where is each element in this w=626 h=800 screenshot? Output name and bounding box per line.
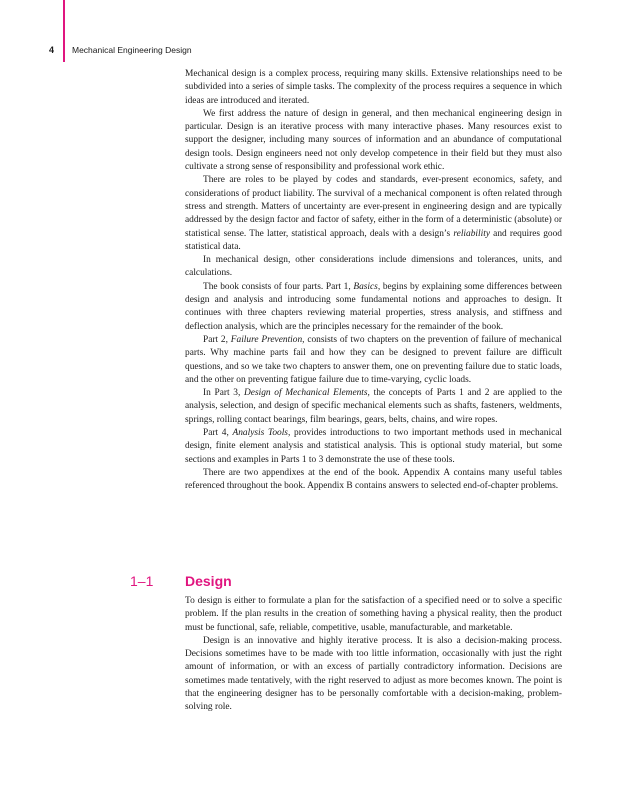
- emphasis: Design of Mechanical Elements,: [244, 388, 370, 399]
- running-title: Mechanical Engineering Design: [72, 45, 192, 55]
- emphasis: reliability: [453, 228, 490, 239]
- page-number: 4: [48, 45, 54, 55]
- section-number: 1–1: [130, 573, 154, 589]
- emphasis: Failure Prevention,: [230, 334, 305, 345]
- paragraph: Design is an innovative and highly iterative process. It is also a decision-making process. Decisions sometimes have to be made with too little information, occasionally with just the right amount of information, or with an excess of partially contradictory information. Decisions are sometimes made tentatively, with the right reserved to adjust as more becomes known. The point is that the engineering designer has to be personally comfortable with a decision-making, problem-solving role.: [185, 635, 562, 713]
- paragraph: [185, 427, 562, 467]
- paragraph: There are two appendixes at the end of the book. Appendix A contains many useful tables referenced throughout the book. Appendix B contains answers to selected end-of-chapter problems.: [185, 467, 562, 492]
- emphasis: Analysis Tools,: [232, 428, 291, 439]
- paragraph: We first address the nature of design in general, and then mechanical engineering design in particular. Design is an iterative process with many interactive phases. Many resources exist to support the designer, including many sources of information and an abundance of computational design tools. Design engineers need not only develop competence in their field but they must also cultivate a strong sense of responsibility and professional work ethic.: [185, 108, 562, 173]
- paragraph: Mechanical design is a complex process, requiring many skills. Extensive relationships need to be subdivided into a series of simple tasks. The complexity of the process requires a sequence in which ideas are introduced and iterated.: [185, 69, 562, 106]
- section-text: [185, 595, 562, 715]
- paragraph: [185, 174, 562, 254]
- emphasis: Basics,: [353, 281, 381, 292]
- text-run: begins by explaining some differences between design and analysis and introducing some fundamental notions and approaches to design. It continues with three chapters reviewing material properties, stress analysis, and stiffness and deflection analysis, which are the principles necessary for the remainder of the book.: [185, 281, 562, 332]
- intro-text: [185, 68, 562, 494]
- text-run: In Part 3,: [203, 388, 245, 399]
- text-run: and requires good statistical data.: [185, 228, 562, 252]
- section-title: Design: [185, 573, 232, 589]
- paragraph: To design is either to formulate a plan for the satisfaction of a specified need or to solve a specific problem. If the plan results in the creation of something having a physical reality, then the product must be functional, safe, reliable, competitive, usable, manufacturable, and marketable.: [185, 596, 562, 633]
- text-run: The book consists of four parts. Part 1,: [203, 281, 354, 292]
- paragraph: [185, 387, 562, 427]
- margin-rule: [63, 0, 65, 62]
- text-run: provides introductions to two important methods used in mechanical design, finite element analysis and statistical analysis. This is optional study material, but some sections and examples in Parts 1 to 3 demonstrate the use of these tools.: [185, 428, 563, 465]
- text-run: Part 2,: [203, 334, 231, 345]
- section-heading: [130, 573, 570, 593]
- paragraph: [185, 334, 562, 387]
- text-run: consists of two chapters on the prevention of failure of mechanical parts. Why machine parts fail and how they can be designed to prevent failure are difficult questions, and so we take two chapters to answer them, one on preventing failure due to static loads, and the other on preventing fatigue failure due to time-varying, cyclic loads.: [185, 334, 562, 385]
- paragraph: In mechanical design, other considerations include dimensions and tolerances, units, and calculations.: [185, 255, 562, 279]
- paragraph: [185, 281, 562, 334]
- text-run: There are roles to be played by codes and standards, ever-present economics, safety, and considerations of product liability. The survival of a mechanical component is often related through stress and strength. Matters of uncertainty are ever-present in engineering design and are typically addressed by the design factor and factor of safety, either in the form of a deterministic (absolute) or statistical sense. The latter, statistical approach, deals with a design’s: [185, 175, 562, 239]
- text-run: Part 4,: [203, 428, 233, 439]
- text-run: the concepts of Parts 1 and 2 are applied to the analysis, selection, and design of specific mechanical elements such as shafts, fasteners, weldments, springs, rolling contact bearings, film bearings, gears, belts, chains, and wire ropes.: [185, 388, 562, 425]
